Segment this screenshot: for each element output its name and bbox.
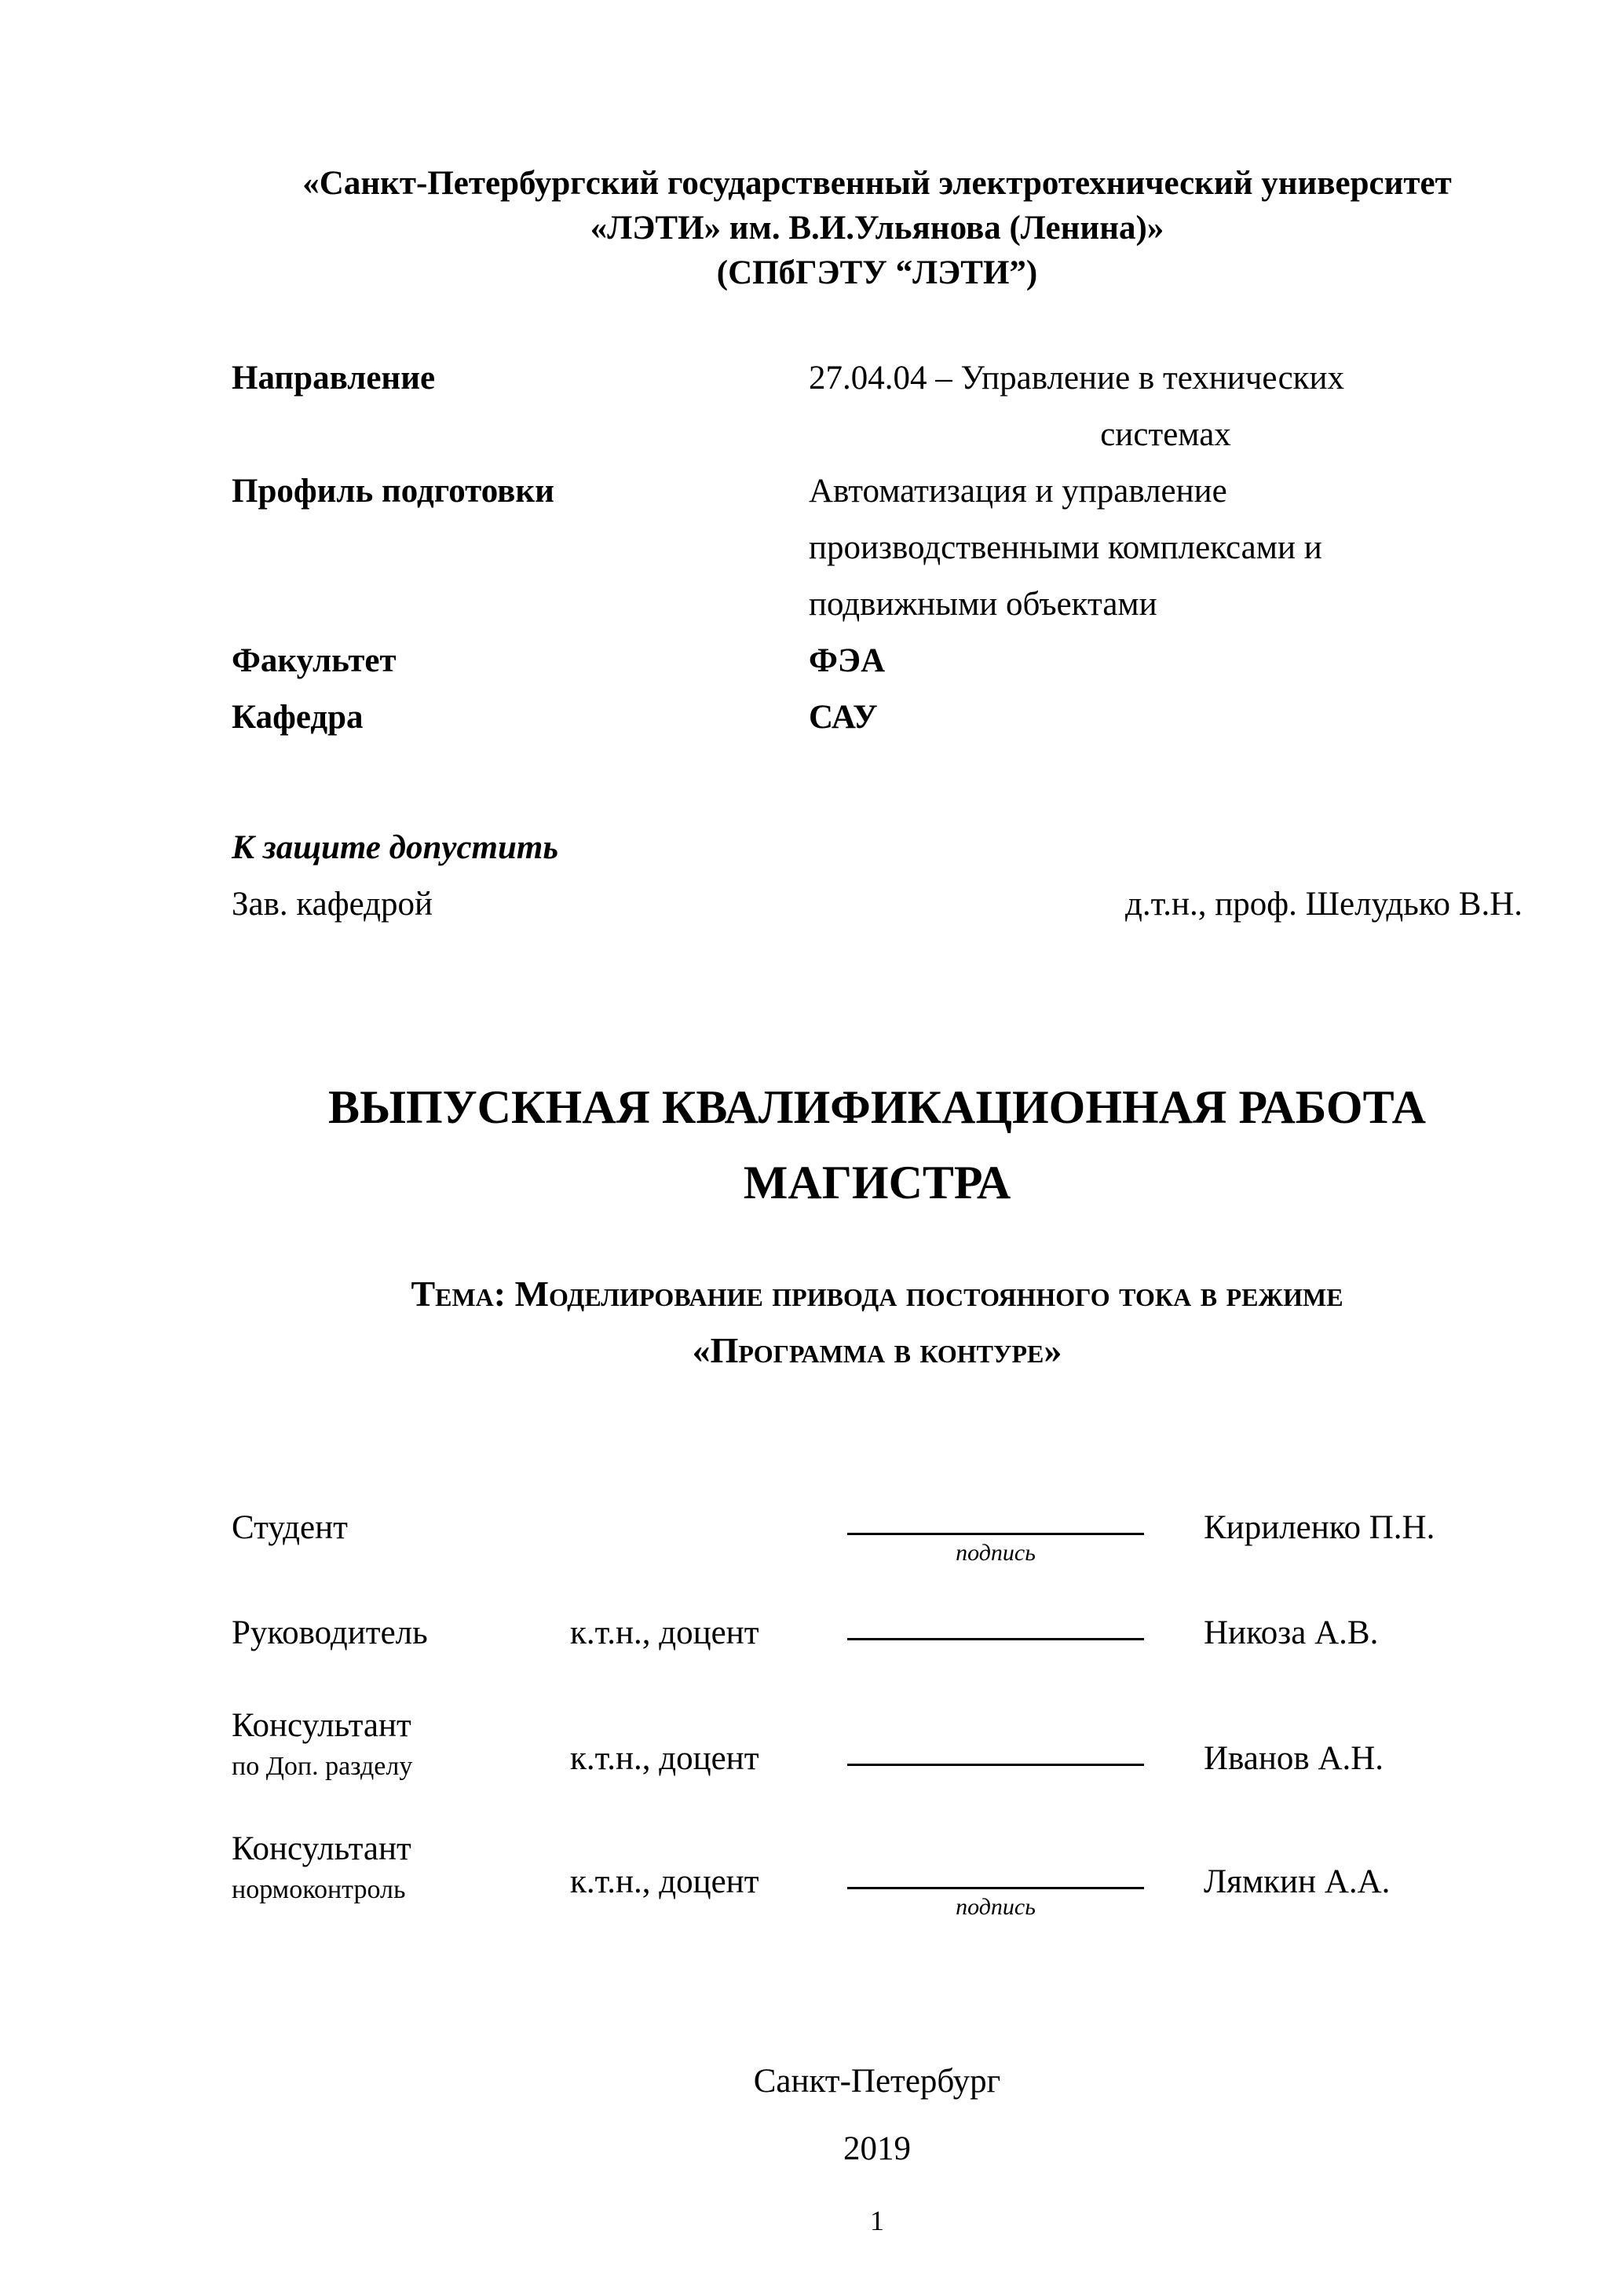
signature-line	[847, 1610, 1144, 1640]
page-number: 1	[870, 2205, 884, 2236]
program-fields-table	[232, 350, 1522, 746]
signature-name-supervisor: Никоза А.В.	[1204, 1614, 1379, 1651]
signature-line	[847, 1859, 1144, 1889]
university-header-line-3: (СПбГЭТУ “ЛЭТИ”)	[716, 254, 1038, 291]
topic-line-2: «Программа в контуре»	[692, 1330, 1062, 1370]
work-title	[232, 1069, 1522, 1220]
signature-line-cell-student	[847, 1504, 1144, 1568]
signature-name-consultant-1: Иванов А.Н.	[1204, 1740, 1384, 1777]
university-header	[232, 161, 1522, 295]
signatures-table	[232, 1504, 1522, 1922]
direction-value-line-2: системах	[1100, 416, 1231, 453]
signature-role-consultant-2-sub: нормоконтроль	[232, 1875, 406, 1904]
signature-line-cell-supervisor	[847, 1610, 1144, 1640]
signature-line-cell-consultant-2	[847, 1826, 1144, 1922]
signature-role-consultant-1-main: Консультант	[232, 1707, 411, 1744]
university-header-line-1: «Санкт-Петербургский государственный электротехнический университет	[302, 165, 1452, 202]
signature-row-consultant-2	[232, 1826, 1522, 1922]
admission-row	[232, 876, 1522, 933]
signature-degree-consultant-1: к.т.н., доцент	[570, 1740, 759, 1777]
field-value-faculty: ФЭА	[809, 642, 886, 679]
field-label-profile: Профиль подготовки	[232, 473, 554, 510]
signature-role-student: Студент	[232, 1509, 348, 1546]
signature-role-supervisor: Руководитель	[232, 1614, 428, 1651]
signature-row-consultant-1	[232, 1702, 1522, 1784]
field-label-faculty: Факультет	[232, 642, 397, 679]
signature-caption: подпись	[956, 1894, 1036, 1920]
signature-row-student	[232, 1504, 1522, 1568]
admission-person: д.т.н., проф. Шелудько В.Н.	[1125, 886, 1522, 923]
profile-value-line-3: подвижными объектами	[809, 586, 1157, 623]
field-label-direction: Направление	[232, 360, 436, 397]
field-value-direction	[809, 350, 1522, 463]
signature-degree-consultant-2: к.т.н., доцент	[570, 1863, 759, 1900]
field-value-profile	[809, 463, 1522, 633]
signature-line	[847, 1735, 1144, 1766]
direction-value-line-1: 27.04.04 – Управление в технических	[809, 360, 1345, 397]
footer	[232, 2048, 1522, 2183]
signature-name-student: Кириленко П.Н.	[1204, 1509, 1435, 1546]
signature-name-consultant-2: Лямкин А.А.	[1204, 1863, 1391, 1900]
field-label-department: Кафедра	[232, 699, 364, 736]
footer-year: 2019	[843, 2130, 911, 2167]
university-header-line-2: «ЛЭТИ» им. В.И.Ульянова (Ленина)»	[590, 210, 1164, 247]
admission-role: Зав. кафедрой	[232, 886, 433, 923]
signature-role-consultant-1	[232, 1702, 570, 1784]
signature-row-supervisor	[232, 1610, 1522, 1657]
signature-role-consultant-1-sub: по Доп. разделу	[232, 1752, 413, 1781]
footer-city: Санкт-Петербург	[753, 2063, 1001, 2100]
signature-degree-supervisor: к.т.н., доцент	[570, 1614, 759, 1651]
profile-value-line-1: Автоматизация и управление	[809, 473, 1227, 510]
work-title-line-2: МАГИСТРА	[743, 1157, 1011, 1208]
signature-role-consultant-2-main: Консультант	[232, 1830, 411, 1867]
signature-line	[847, 1504, 1144, 1535]
profile-value-line-2: производственными комплексами и	[809, 529, 1322, 566]
topic	[232, 1266, 1522, 1379]
signature-line-cell-consultant-1	[847, 1702, 1144, 1766]
field-value-department: САУ	[809, 699, 878, 736]
topic-line-1: Тема: Моделирование привода постоянного тока в режиме	[411, 1274, 1343, 1314]
admission-title: К защите допустить	[232, 829, 559, 866]
work-title-line-1: ВЫПУСКНАЯ КВАЛИФИКАЦИОННАЯ РАБОТА	[328, 1081, 1426, 1133]
signature-role-consultant-2	[232, 1826, 570, 1907]
signature-caption: подпись	[956, 1540, 1036, 1566]
